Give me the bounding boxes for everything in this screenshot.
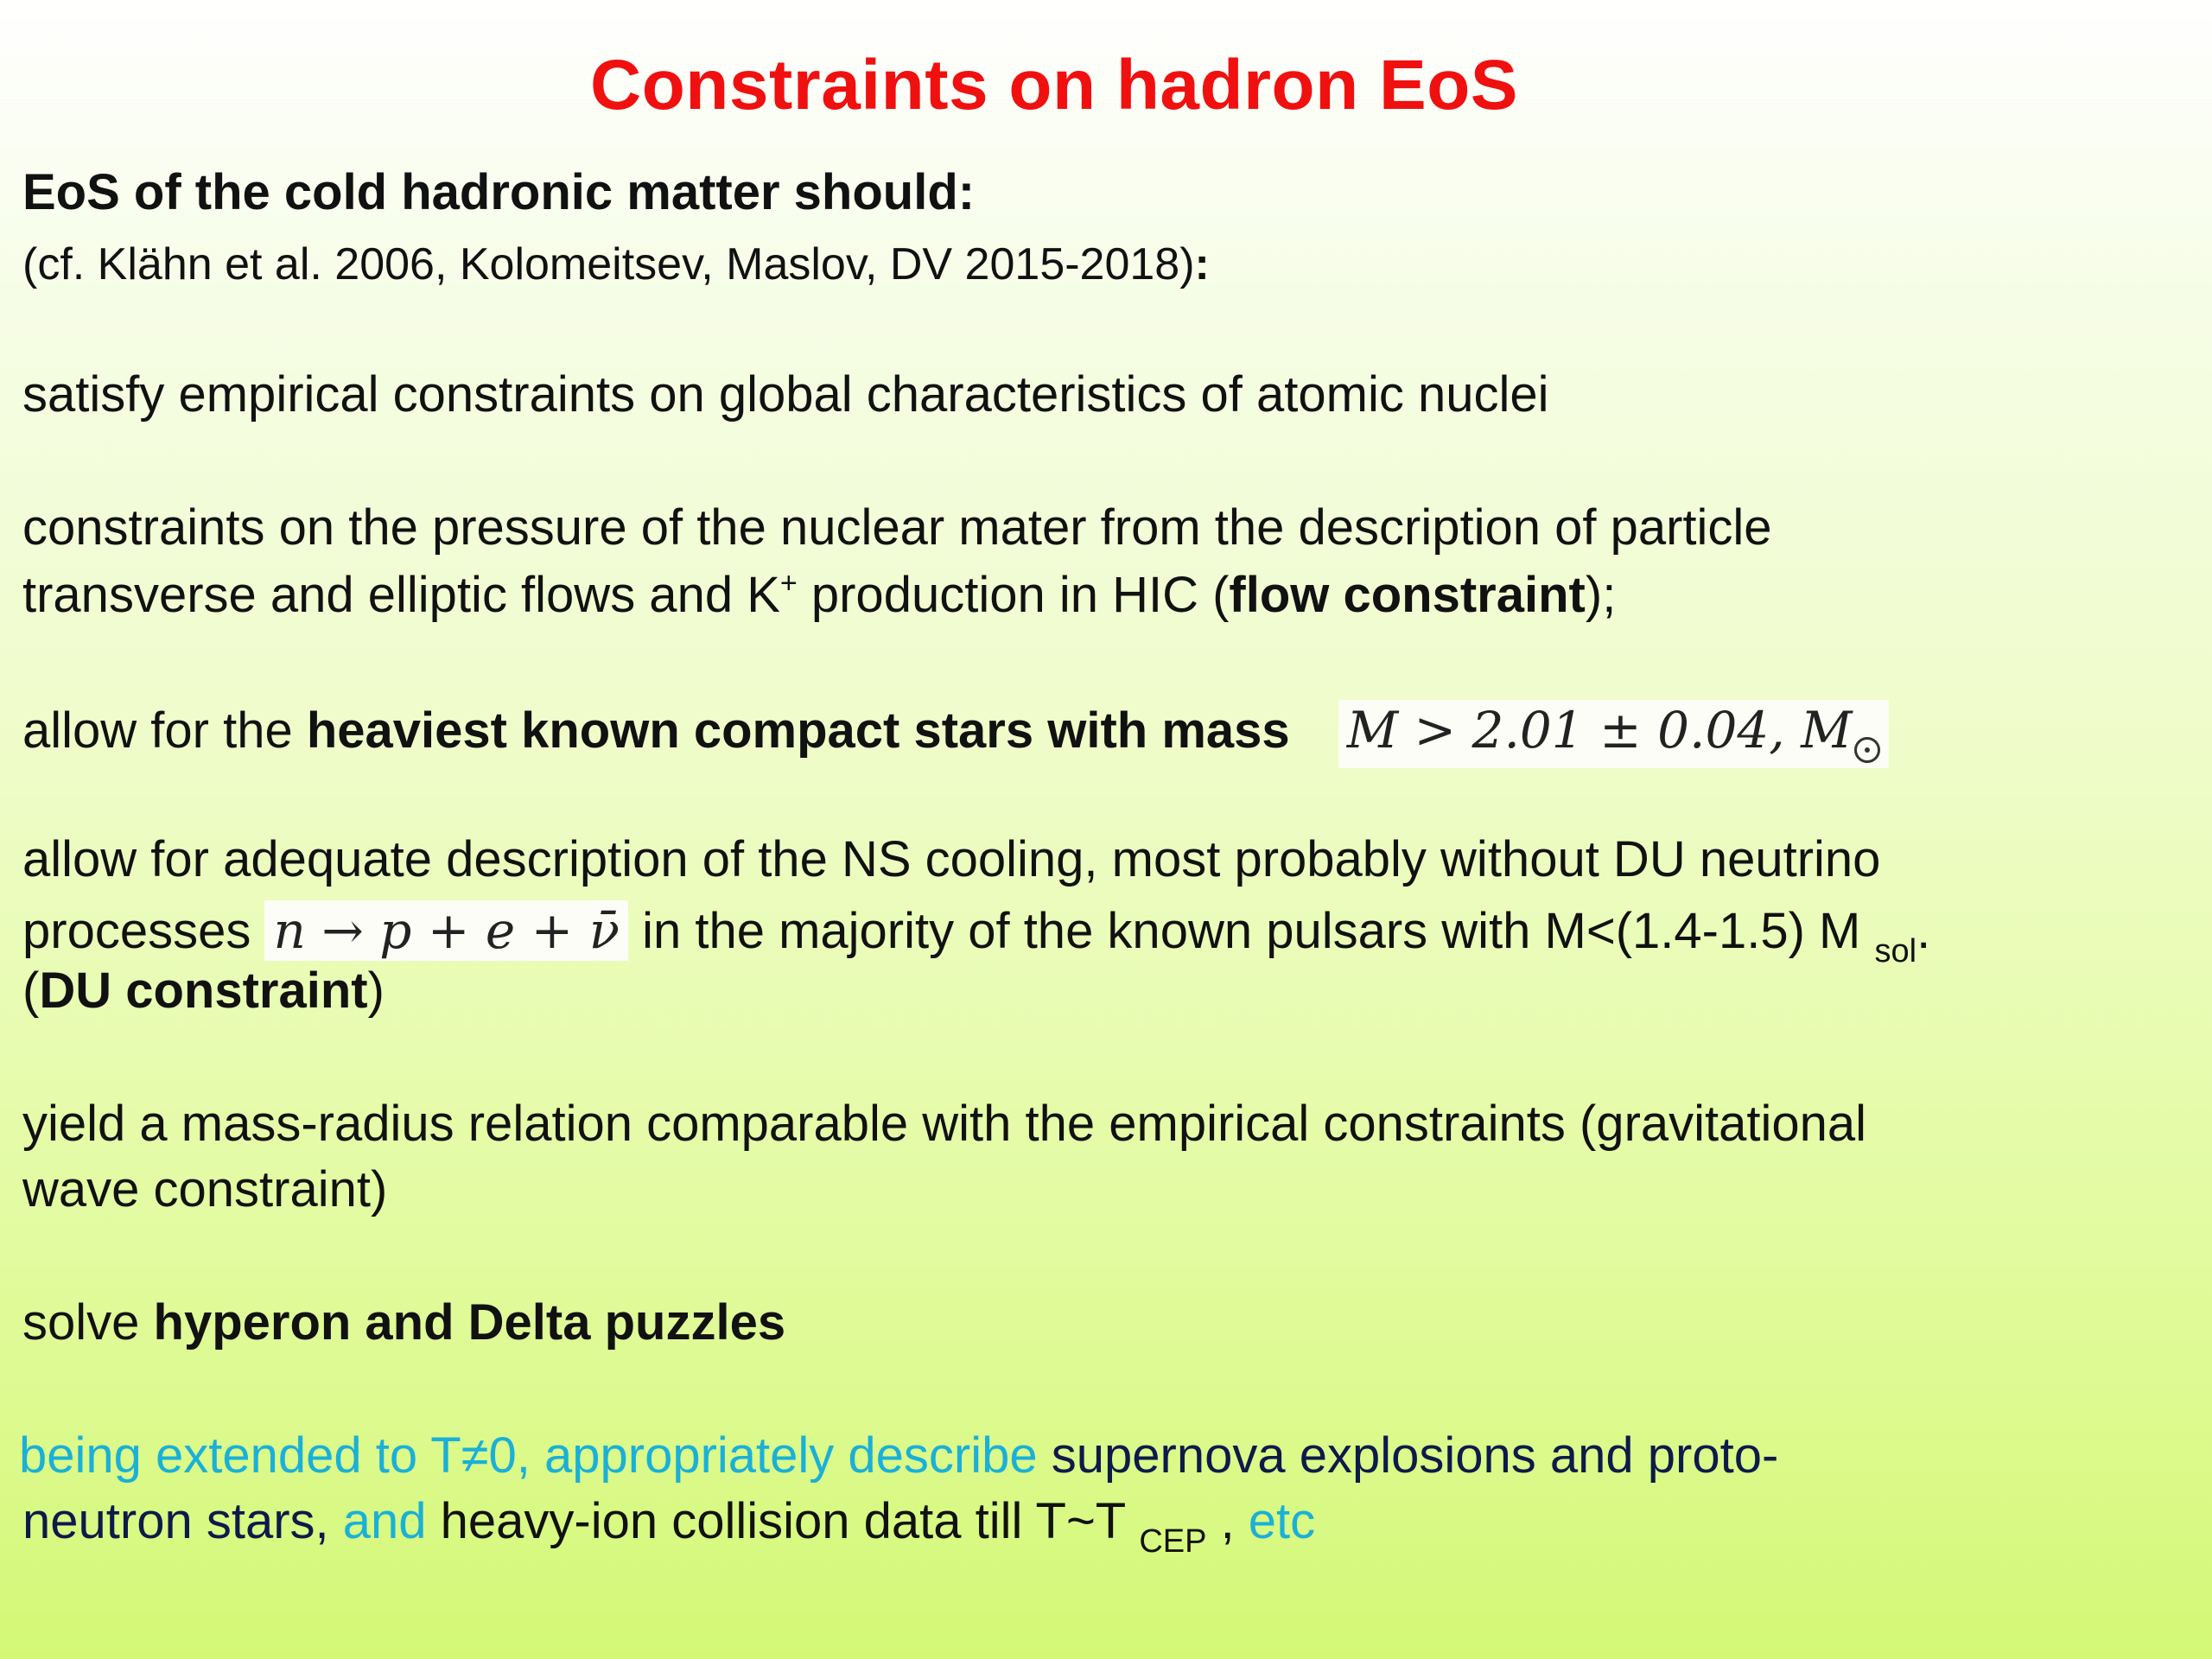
solar-mass-icon: [1854, 737, 1880, 763]
puzzles-text-pre: solve: [22, 1294, 154, 1351]
cooling-text-post: in the majority of the known pulsars with M<(1.4-1.5) M: [627, 903, 1875, 959]
citation-text: (cf. Klähn et al. 2006, Kolomeitsev, Maslov, DV 2015-2018): [22, 239, 1195, 289]
flow-constraint-label: flow constraint: [1229, 567, 1586, 623]
constraint-puzzles: [22, 1294, 786, 1351]
sol-subscript: sol: [1874, 933, 1917, 969]
constraint-extended-line2: [22, 1493, 1316, 1560]
extended-cyan-2: and: [342, 1493, 427, 1549]
du-constraint-label: DU constraint: [39, 963, 368, 1019]
extended-navy-1: supernova explosions and proto-: [1037, 1427, 1779, 1484]
cooling-text-pre: processes: [22, 903, 265, 959]
flow-text-a: transverse and elliptic flows and K: [22, 567, 780, 623]
extended-black-1: heavy-ion collision data till T~T: [426, 1493, 1140, 1549]
kaon-charge-superscript: +: [779, 567, 798, 600]
constraint-mass: [22, 700, 1889, 768]
mass-text-bold: heaviest known compact stars with mass: [306, 702, 1290, 759]
puzzles-text-bold: hyperon and Delta puzzles: [153, 1294, 786, 1351]
constraint-flow-line2: [22, 567, 1617, 623]
constraint-cooling-line1: allow for adequate description of the NS cooling, most probably without DU neutrino: [22, 831, 1881, 887]
du-paren-close: ): [367, 963, 385, 1019]
constraint-radius-line2: wave constraint): [22, 1161, 388, 1217]
constraint-nuclei: satisfy empirical constraints on global characteristics of atomic nuclei: [22, 366, 1549, 423]
cooling-text-end: .: [1916, 903, 1931, 959]
constraint-extended-line1: [19, 1427, 1779, 1484]
cep-subscript: CEP: [1139, 1523, 1207, 1560]
extended-black-2: ,: [1206, 1493, 1249, 1549]
constraint-flow-line1: constraints on the pressure of the nuclear mater from the description of particle: [22, 499, 1772, 556]
flow-text-b: production in HIC (: [797, 567, 1230, 623]
citation-colon: :: [1194, 239, 1210, 289]
mass-text-pre: allow for the: [22, 702, 307, 759]
du-paren-open: (: [22, 963, 40, 1019]
slide-title: Constraints on hadron EoS: [590, 46, 1518, 124]
citation: [22, 239, 1210, 289]
du-process-formula: n → p + e + ν̄: [264, 900, 627, 961]
constraint-cooling-line2: [22, 900, 1930, 968]
extended-navy-2: neutron stars,: [22, 1493, 343, 1549]
heading: EoS of the cold hadronic matter should:: [22, 164, 976, 220]
constraint-cooling-line3: [22, 963, 385, 1019]
mass-formula-text: M > 2.01 ± 0.04, M: [1346, 701, 1853, 760]
constraint-radius-line1: yield a mass-radius relation comparable with the empirical constraints (gravitational: [22, 1096, 1867, 1152]
mass-formula: [1338, 700, 1889, 768]
extended-cyan-1: being extended to T≠0, appropriately describe: [19, 1427, 1038, 1484]
extended-cyan-3: etc: [1248, 1493, 1316, 1549]
flow-text-c: );: [1585, 567, 1617, 623]
